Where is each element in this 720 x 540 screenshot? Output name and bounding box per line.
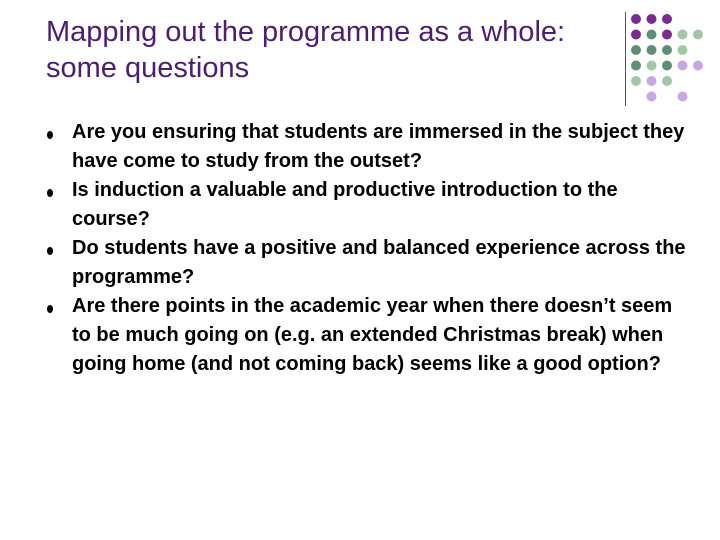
- bullet-item: [46, 234, 686, 292]
- decorative-dot: [631, 45, 641, 55]
- decorative-dot: [693, 30, 703, 40]
- bullet-dot-icon: [47, 189, 53, 197]
- decorative-dot: [662, 30, 672, 40]
- decorative-dot: [647, 14, 657, 24]
- bullet-item: [46, 118, 686, 176]
- decorative-dot: [631, 61, 641, 71]
- slide-title: Mapping out the programme as a whole: some questions: [46, 16, 566, 84]
- bullet-item: [46, 292, 686, 379]
- decorative-dot: [662, 76, 672, 86]
- decorative-dot: [631, 76, 641, 86]
- decorative-dot: [678, 61, 688, 71]
- bullet-list: [46, 118, 686, 379]
- bullet-text: Do students have a positive and balanced experience across the programme?: [72, 237, 686, 288]
- bullet-text: Are there points in the academic year when there doesn’t seem to be much going on (e.g. an extended Christmas break) when going home (and not coming back) seems like a good option?: [72, 295, 673, 375]
- decorative-dot: [662, 14, 672, 24]
- decorative-dot: [647, 45, 657, 55]
- dot-grid-decoration: [0, 0, 720, 120]
- decorative-dot: [647, 76, 657, 86]
- decorative-dot: [662, 61, 672, 71]
- decorative-dot: [647, 30, 657, 40]
- bullet-text: Are you ensuring that students are immersed in the subject they have come to study from the outset?: [72, 121, 685, 172]
- decorative-dot: [678, 92, 688, 102]
- bullet-dot-icon: [47, 131, 53, 139]
- bullet-item: [46, 176, 686, 234]
- decorative-dot: [631, 14, 641, 24]
- decorative-dot: [678, 30, 688, 40]
- decorative-dot: [631, 30, 641, 40]
- decorative-dot: [662, 45, 672, 55]
- decorative-dot: [693, 61, 703, 71]
- bullet-text: Is induction a valuable and productive introduction to the course?: [72, 179, 618, 230]
- bullet-dot-icon: [47, 247, 53, 255]
- decorative-dot: [647, 61, 657, 71]
- decorative-dot: [647, 92, 657, 102]
- bullet-dot-icon: [47, 305, 53, 313]
- decorative-dot: [678, 45, 688, 55]
